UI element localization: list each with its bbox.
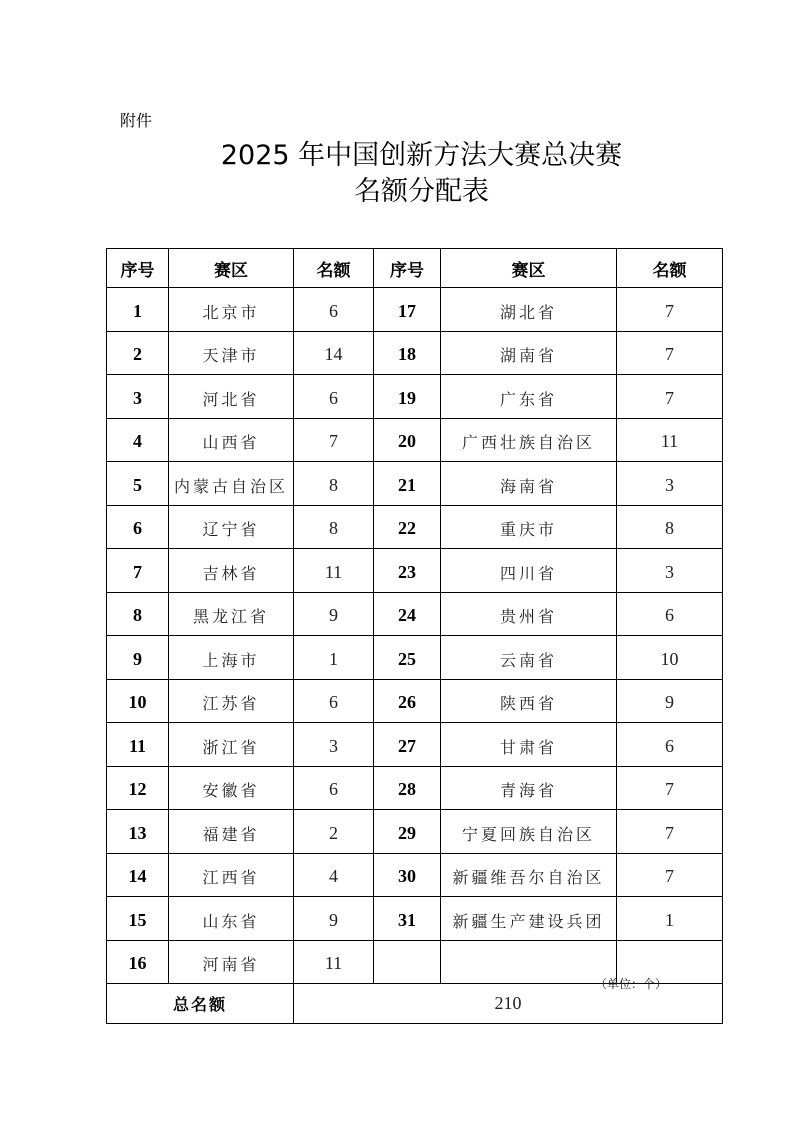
document-subtitle: 名额分配表 [354,176,489,207]
left-region-cell: 江苏省 [169,679,294,723]
table-row [107,418,723,462]
table-row [107,549,723,593]
right-region-cell: 青海省 [441,766,617,810]
right-seq-cell: 27 [374,723,441,767]
header-seq: 序号 [374,249,441,288]
left-quota-cell: 9 [294,897,374,941]
left-quota-cell: 9 [294,592,374,636]
left-seq-cell: 3 [107,375,169,419]
table-row [107,331,723,375]
right-quota-cell: 7 [617,331,723,375]
left-seq-cell: 16 [107,940,169,984]
left-quota-cell: 6 [294,766,374,810]
right-region-cell: 四川省 [441,549,617,593]
table-row [107,897,723,941]
left-region-cell: 山西省 [169,418,294,462]
table-row [107,462,723,506]
table-row [107,853,723,897]
right-region-cell: 湖北省 [441,288,617,332]
table-row [107,505,723,549]
right-seq-cell: 17 [374,288,441,332]
right-quota-cell: 6 [617,592,723,636]
left-quota-cell: 3 [294,723,374,767]
left-region-cell: 内蒙古自治区 [169,462,294,506]
right-seq-cell: 26 [374,679,441,723]
left-seq-cell: 5 [107,462,169,506]
left-region-cell: 天津市 [169,331,294,375]
right-quota-cell: 8 [617,505,723,549]
quota-table [106,248,723,1024]
left-region-cell: 江西省 [169,853,294,897]
total-value: 210 [294,984,723,1024]
header-quota: 名额 [294,249,374,288]
attachment-label: 附件 [120,111,153,130]
left-seq-cell: 9 [107,636,169,680]
table-row [107,636,723,680]
right-quota-cell: 7 [617,853,723,897]
right-seq-cell: 21 [374,462,441,506]
right-region-cell: 广东省 [441,375,617,419]
left-quota-cell: 4 [294,853,374,897]
right-region-cell: 甘肃省 [441,723,617,767]
left-seq-cell: 10 [107,679,169,723]
left-quota-cell: 1 [294,636,374,680]
right-seq-cell: 29 [374,810,441,854]
right-region-cell: 新疆维吾尔自治区 [441,853,617,897]
left-region-cell: 福建省 [169,810,294,854]
right-region-cell: 贵州省 [441,592,617,636]
right-region-cell: 海南省 [441,462,617,506]
table-row [107,375,723,419]
right-quota-cell: 7 [617,766,723,810]
left-region-cell: 黑龙江省 [169,592,294,636]
left-region-cell: 北京市 [169,288,294,332]
table-row [107,723,723,767]
right-region-cell: 新疆生产建设兵团 [441,897,617,941]
left-quota-cell: 11 [294,940,374,984]
header-region: 赛区 [169,249,294,288]
left-region-cell: 上海市 [169,636,294,680]
left-quota-cell: 8 [294,505,374,549]
left-seq-cell: 4 [107,418,169,462]
table-header-row [107,249,723,288]
left-seq-cell: 7 [107,549,169,593]
right-quota-cell: 10 [617,636,723,680]
left-region-cell: 山东省 [169,897,294,941]
right-seq-cell: 30 [374,853,441,897]
left-seq-cell: 13 [107,810,169,854]
left-seq-cell: 15 [107,897,169,941]
right-quota-cell: 3 [617,462,723,506]
right-seq-cell [374,940,441,984]
right-region-cell: 宁夏回族自治区 [441,810,617,854]
left-region-cell: 吉林省 [169,549,294,593]
left-seq-cell: 2 [107,331,169,375]
left-quota-cell: 8 [294,462,374,506]
right-quota-cell: 3 [617,549,723,593]
left-quota-cell: 11 [294,549,374,593]
right-seq-cell: 20 [374,418,441,462]
table-row [107,592,723,636]
right-region-cell [441,940,617,984]
left-seq-cell: 11 [107,723,169,767]
left-region-cell: 河北省 [169,375,294,419]
header-seq: 序号 [107,249,169,288]
right-seq-cell: 31 [374,897,441,941]
left-quota-cell: 14 [294,331,374,375]
header-quota: 名额 [617,249,723,288]
right-quota-cell: 7 [617,375,723,419]
right-seq-cell: 28 [374,766,441,810]
unit-note: （单位：个） [595,977,668,991]
right-quota-cell: 6 [617,723,723,767]
left-seq-cell: 1 [107,288,169,332]
right-quota-cell: 1 [617,897,723,941]
header-region: 赛区 [441,249,617,288]
total-label: 总名额 [107,984,294,1024]
table-row [107,679,723,723]
left-seq-cell: 8 [107,592,169,636]
right-region-cell: 重庆市 [441,505,617,549]
right-seq-cell: 22 [374,505,441,549]
table-row [107,288,723,332]
right-seq-cell: 23 [374,549,441,593]
left-quota-cell: 6 [294,288,374,332]
left-region-cell: 河南省 [169,940,294,984]
right-seq-cell: 19 [374,375,441,419]
left-region-cell: 辽宁省 [169,505,294,549]
right-region-cell: 广西壮族自治区 [441,418,617,462]
right-seq-cell: 24 [374,592,441,636]
left-region-cell: 浙江省 [169,723,294,767]
table-row [107,810,723,854]
document-title: 2025 年中国创新方法大赛总决赛 [220,140,623,171]
left-quota-cell: 6 [294,679,374,723]
right-quota-cell: 11 [617,418,723,462]
right-seq-cell: 25 [374,636,441,680]
right-region-cell: 陕西省 [441,679,617,723]
table-row [107,766,723,810]
right-quota-cell: 7 [617,288,723,332]
left-region-cell: 安徽省 [169,766,294,810]
left-seq-cell: 6 [107,505,169,549]
left-quota-cell: 2 [294,810,374,854]
left-seq-cell: 12 [107,766,169,810]
right-region-cell: 湖南省 [441,331,617,375]
right-quota-cell: 9 [617,679,723,723]
right-quota-cell: 7 [617,810,723,854]
right-region-cell: 云南省 [441,636,617,680]
left-quota-cell: 7 [294,418,374,462]
left-quota-cell: 6 [294,375,374,419]
left-seq-cell: 14 [107,853,169,897]
right-seq-cell: 18 [374,331,441,375]
